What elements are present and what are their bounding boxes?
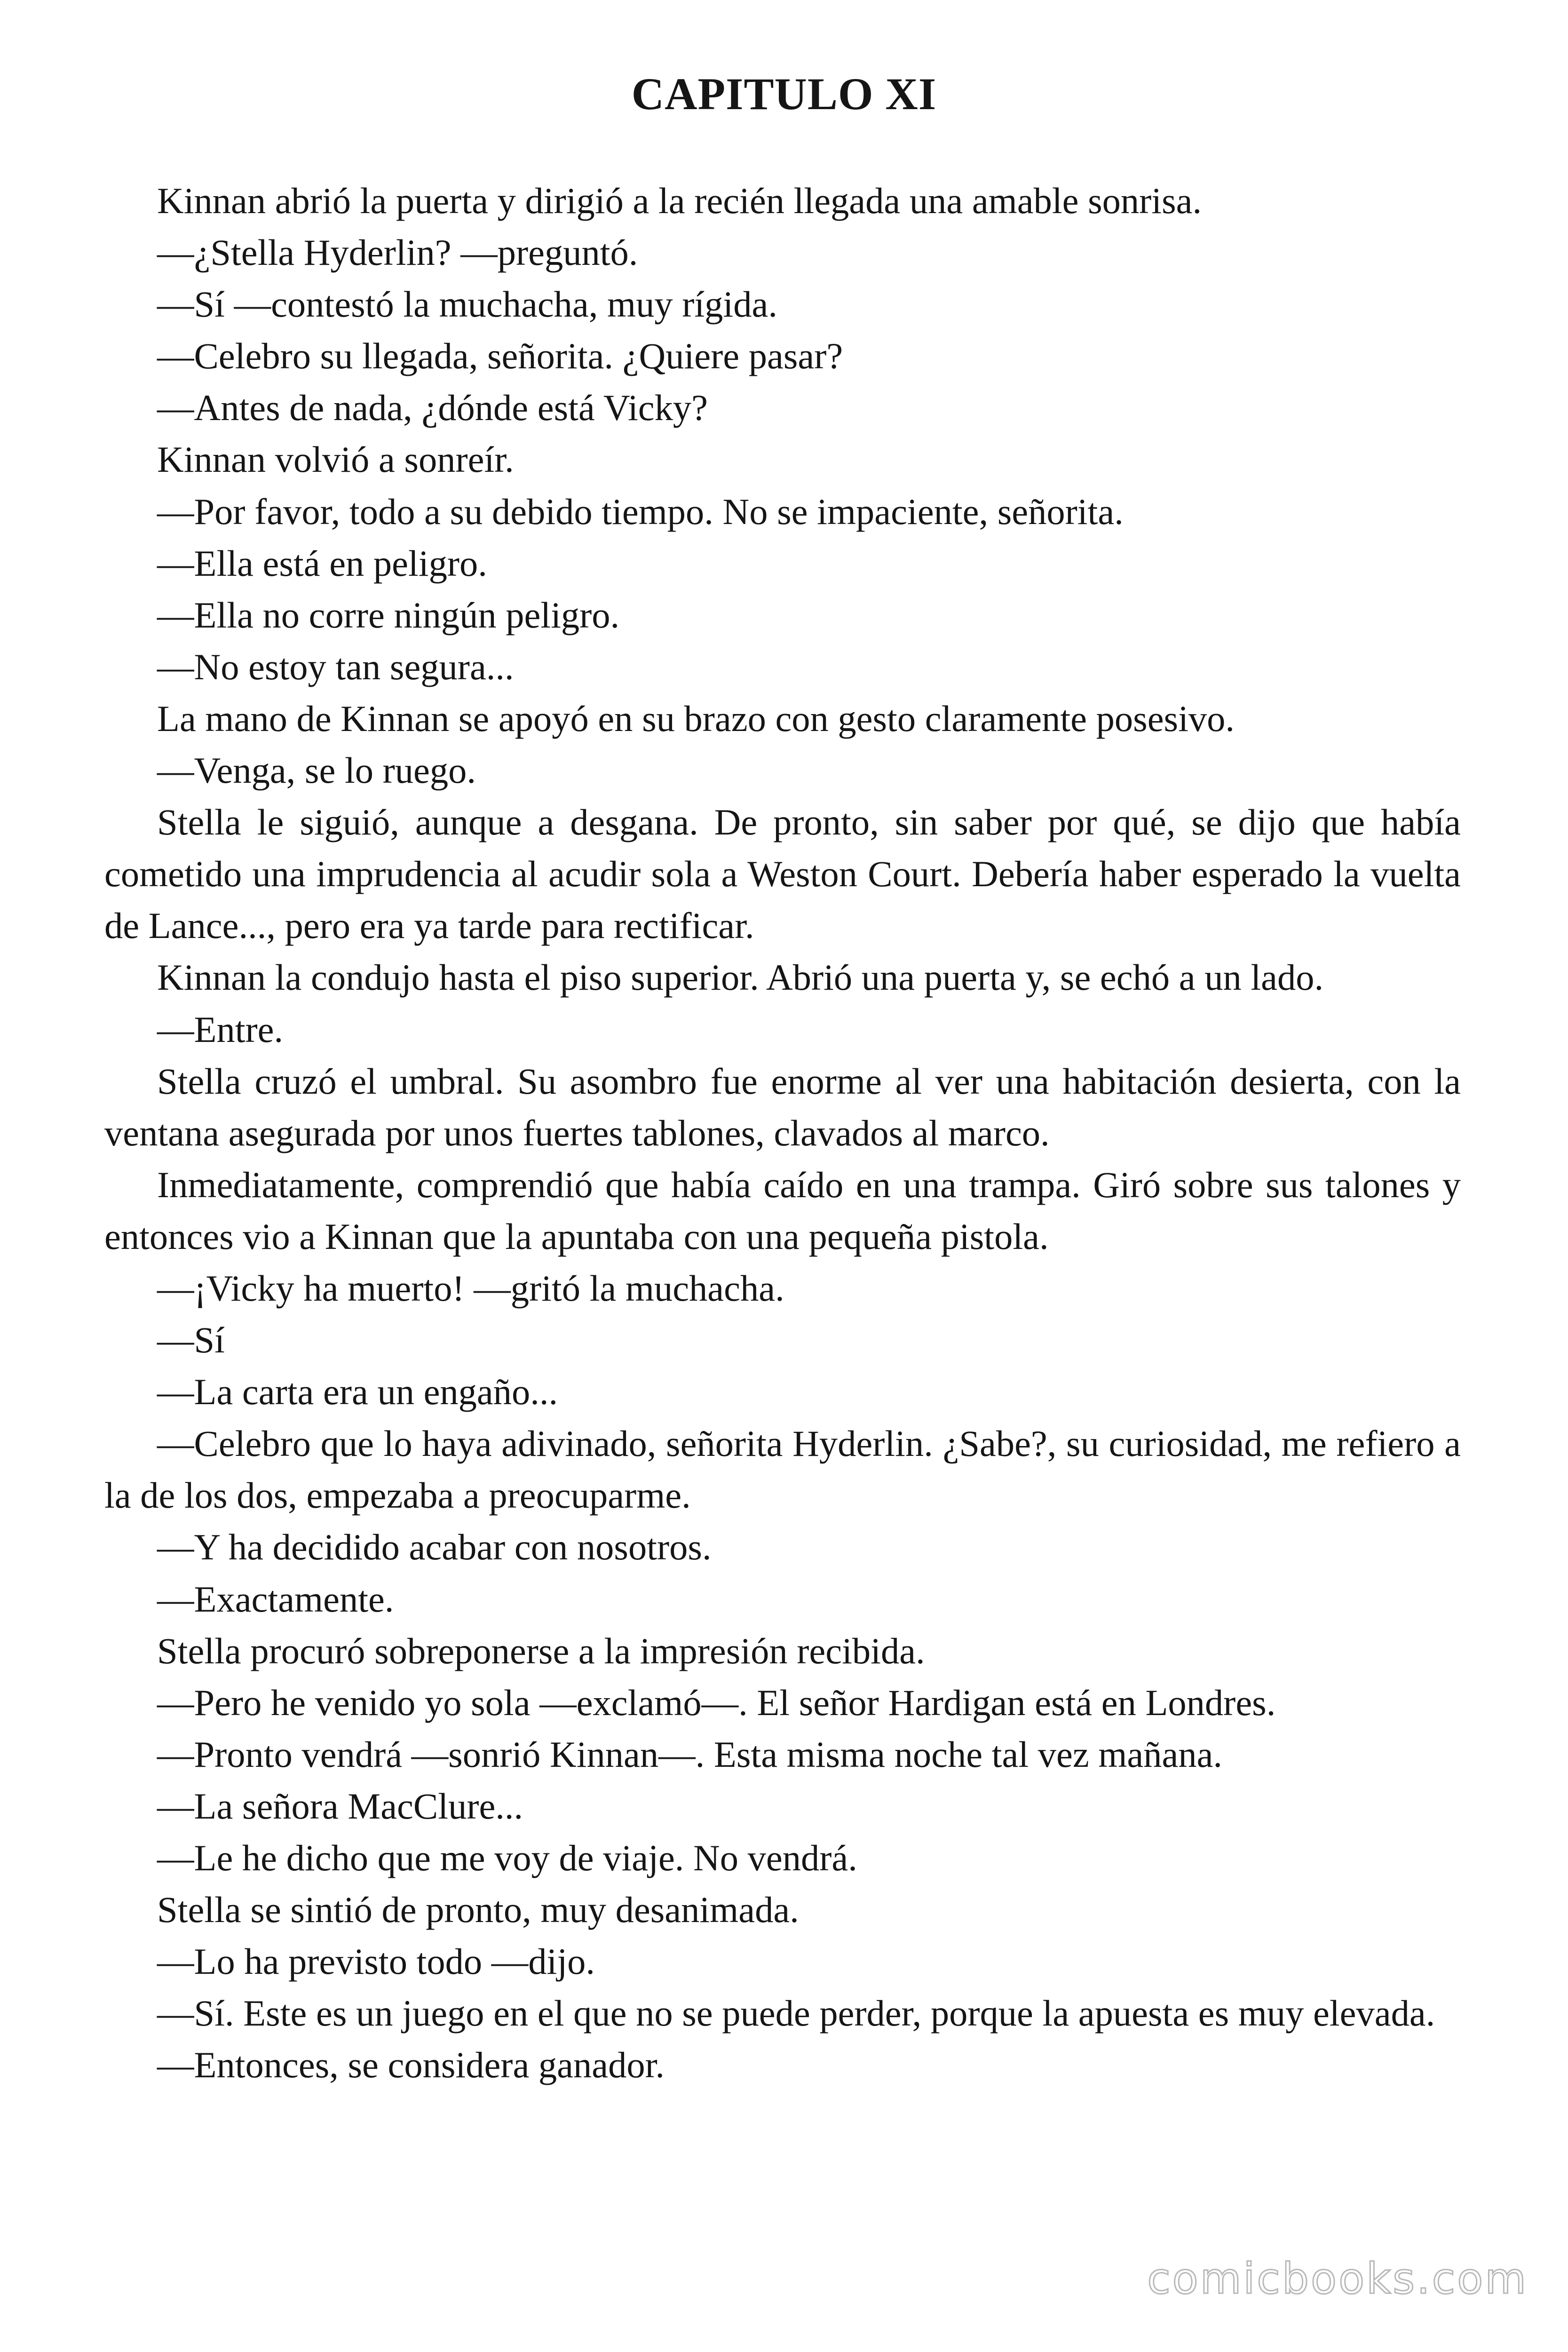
chapter-body bbox=[104, 175, 1461, 2091]
paragraph: —Antes de nada, ¿dónde está Vicky? bbox=[157, 387, 708, 429]
paragraph: —Por favor, todo a su debido tiempo. No se impaciente, señorita. bbox=[157, 491, 1124, 532]
paragraph: —Le he dicho que me voy de viaje. No vendrá. bbox=[157, 1837, 857, 1878]
paragraph: —Ella está en peligro. bbox=[157, 542, 487, 584]
paragraph: —Lo ha previsto todo —dijo. bbox=[157, 1941, 595, 1982]
paragraph: —Pronto vendrá —sonrió Kinnan—. Esta misma noche tal vez mañana. bbox=[157, 1733, 1223, 1775]
chapter-title: CAPITULO XI bbox=[631, 69, 937, 119]
paragraph: —La carta era un engaño... bbox=[157, 1371, 558, 1413]
paragraph: Kinnan abrió la puerta y dirigió a la recién llegada una amable sonrisa. bbox=[157, 180, 1202, 221]
paragraph: Stella cruzó el umbral. Su asombro fue enorme al ver una habitación desierta, con la ventana asegurada por unos fuertes tablones, clavados al marco. bbox=[104, 1060, 1461, 1153]
paragraph: —Celebro su llegada, señorita. ¿Quiere pasar? bbox=[157, 335, 843, 377]
paragraph: Stella le siguió, aunque a desgana. De pronto, sin saber por qué, se dijo que había cometido una imprudencia al acudir sola a Weston Court. Debería haber esperado la vuelta de Lance..., pero era ya tarde para rectificar. bbox=[104, 802, 1461, 946]
paragraph: —¡Vicky ha muerto! —gritó la muchacha. bbox=[157, 1267, 784, 1309]
paragraph: —Ella no corre ningún peligro. bbox=[157, 594, 620, 636]
paragraph: —Pero he venido yo sola —exclamó—. El señor Hardigan está en Londres. bbox=[157, 1682, 1276, 1723]
paragraph: Kinnan la condujo hasta el piso superior. Abrió una puerta y, se echó a un lado. bbox=[157, 957, 1324, 998]
paragraph: —La señora MacClure... bbox=[157, 1785, 523, 1827]
paragraph: La mano de Kinnan se apoyó en su brazo con gesto claramente posesivo. bbox=[157, 698, 1235, 739]
paragraph: —Venga, se lo ruego. bbox=[157, 750, 476, 791]
paragraph: —Entre. bbox=[157, 1009, 284, 1050]
paragraph: —Entonces, se considera ganador. bbox=[157, 2044, 665, 2086]
paragraph: —¿Stella Hyderlin? —preguntó. bbox=[157, 232, 638, 273]
paragraph: Inmediatamente, comprendió que había caído en una trampa. Giró sobre sus talones y entonces vio a Kinnan que la apuntaba con una pequeña pistola. bbox=[104, 1164, 1461, 1257]
paragraph: —Sí —contestó la muchacha, muy rígida. bbox=[157, 284, 777, 325]
paragraph: Kinnan volvió a sonreír. bbox=[157, 439, 514, 480]
paragraph: —Sí bbox=[157, 1319, 225, 1361]
paragraph: —Exactamente. bbox=[157, 1578, 394, 1620]
paragraph: Stella procuró sobreponerse a la impresión recibida. bbox=[157, 1630, 925, 1671]
paragraph: —Sí. Este es un juego en el que no se puede perder, porque la apuesta es muy elevada. bbox=[157, 1993, 1435, 2034]
paragraph: —Y ha decidido acabar con nosotros. bbox=[157, 1526, 712, 1568]
paragraph: Stella se sintió de pronto, muy desanimada. bbox=[157, 1889, 799, 1931]
watermark: comicbooks.com bbox=[1147, 2254, 1528, 2304]
paragraph: —No estoy tan segura... bbox=[157, 646, 514, 687]
paragraph: —Celebro que lo haya adivinado, señorita Hyderlin. ¿Sabe?, su curiosidad, me refiero a la de los dos, empezaba a preocuparme. bbox=[104, 1423, 1461, 1516]
